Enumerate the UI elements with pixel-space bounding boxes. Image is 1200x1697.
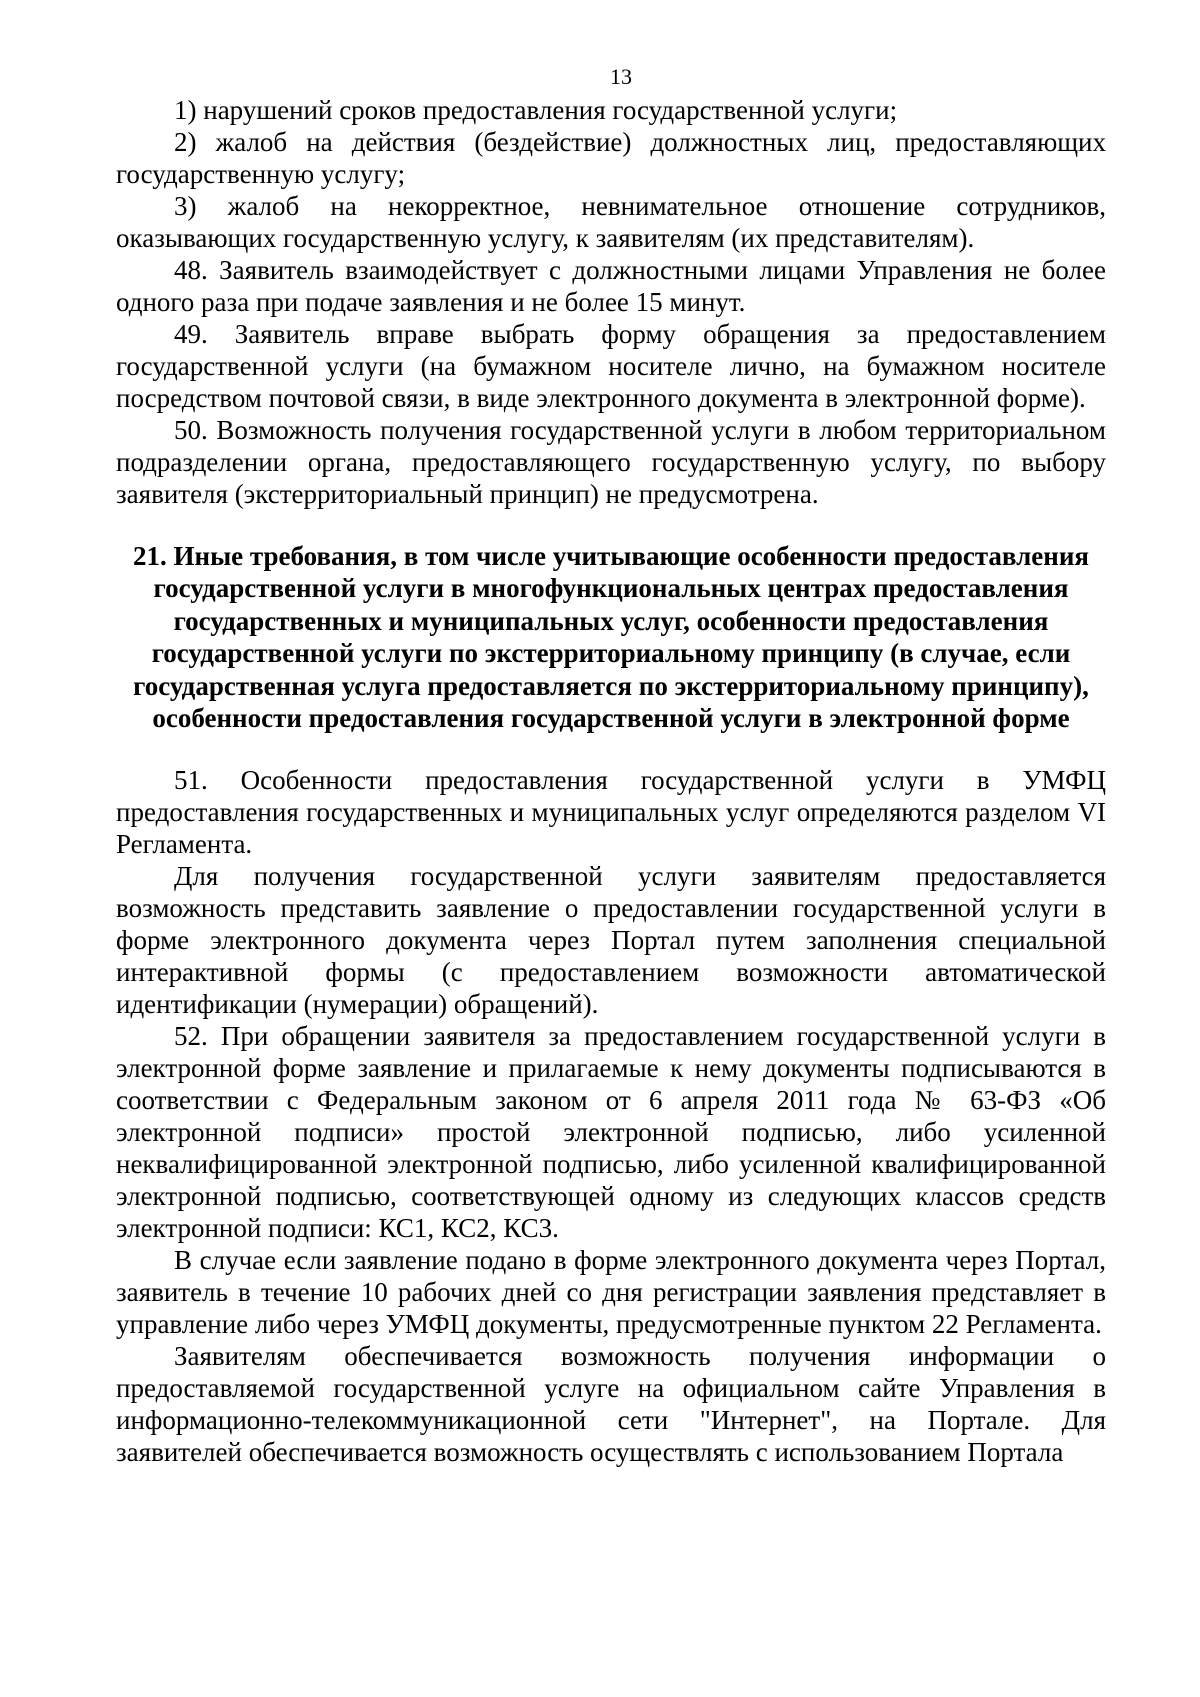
paragraph-information-access: Заявителям обеспечивается возможность получения информации о предоставляемой государственной услуге на официальном сайте Управления в информационно-телекоммуникационной сети "Интернет", на Портале. Для заявителей обеспечивается возможность осуществлять с использованием Портала bbox=[116, 1341, 1106, 1468]
section-heading-line: государственных и муниципальных услуг, особенности предоставления bbox=[173, 605, 1049, 636]
section-heading-line: государственной услуги в многофункциональных центрах предоставления bbox=[153, 573, 1069, 604]
section-heading-line: 21. Иные требования, в том числе учитывающие особенности предоставления bbox=[133, 541, 1089, 571]
paragraph-electronic-form: Для получения государственной услуги заявителям предоставляется возможность представить заявление о предоставлении государственной услуги в форме электронного документа через Портал путем заполнения специальной интерактивной формы (с предоставлением возможности автоматической идентификации (нумерации) обращений). bbox=[116, 861, 1106, 1020]
paragraph-item-3: 3) жалоб на некорректное, невнимательное отношение сотрудников, оказывающих государственную услугу, к заявителям (их представителям). bbox=[116, 191, 1106, 253]
page-number: 13 bbox=[610, 64, 632, 89]
paragraph-48: 48. Заявитель взаимодействует с должностными лицами Управления не более одного раза при подаче заявления и не более 15 минут. bbox=[116, 255, 1106, 317]
bottom-paragraphs bbox=[116, 764, 1106, 1468]
section-heading bbox=[116, 540, 1106, 734]
section-heading-line: государственная услуга предоставляется по экстерриториальному принципу), bbox=[133, 670, 1089, 701]
paragraph-item-1: 1) нарушений сроков предоставления государственной услуги; bbox=[174, 95, 898, 125]
paragraph-portal-submission: В случае если заявление подано в форме электронного документа через Портал, заявитель в течение 10 рабочих дней со дня регистрации заявления представляет в управление либо через УМФЦ документы, предусмотренные пунктом 22 Регламента. bbox=[116, 1245, 1106, 1340]
section-heading-line: государственной услуги по экстерриториальному принципу (в случае, если bbox=[151, 638, 1071, 669]
top-paragraphs bbox=[116, 94, 1106, 510]
paragraph-52: 52. При обращении заявителя за предоставлением государственной услуги в электронной форме заявление и прилагаемые к нему документы подписываются в соответствии с Федеральным законом от 6 апреля 2011 года № 63-ФЗ «Об электронной подписи» простой электронной подписью, либо усиленной неквалифицированной электронной подписью, либо усиленной квалифицированной электронной подписью, соответствующей одному из следующих классов средств электронной подписи: КС1, КС2, КС3. bbox=[116, 1021, 1106, 1244]
paragraph-50: 50. Возможность получения государственной услуги в любом территориальном подразделении органа, предоставляющего государственную услугу, по выбору заявителя (экстерриториальный принцип) не предусмотрена. bbox=[116, 415, 1106, 509]
paragraph-item-2: 2) жалоб на действия (бездействие) должностных лиц, предоставляющих государственную услугу; bbox=[116, 127, 1106, 189]
paragraph-51: 51. Особенности предоставления государственной услуги в УМФЦ предоставления государственных и муниципальных услуг определяются разделом VI Регламента. bbox=[116, 765, 1106, 860]
paragraph-49: 49. Заявитель вправе выбрать форму обращения за предоставлением государственной услуги (на бумажном носителе лично, на бумажном носителе посредством почтовой связи, в виде электронного документа в электронной форме). bbox=[116, 319, 1106, 413]
section-heading-line: особенности предоставления государственной услуги в электронной форме bbox=[152, 703, 1070, 734]
